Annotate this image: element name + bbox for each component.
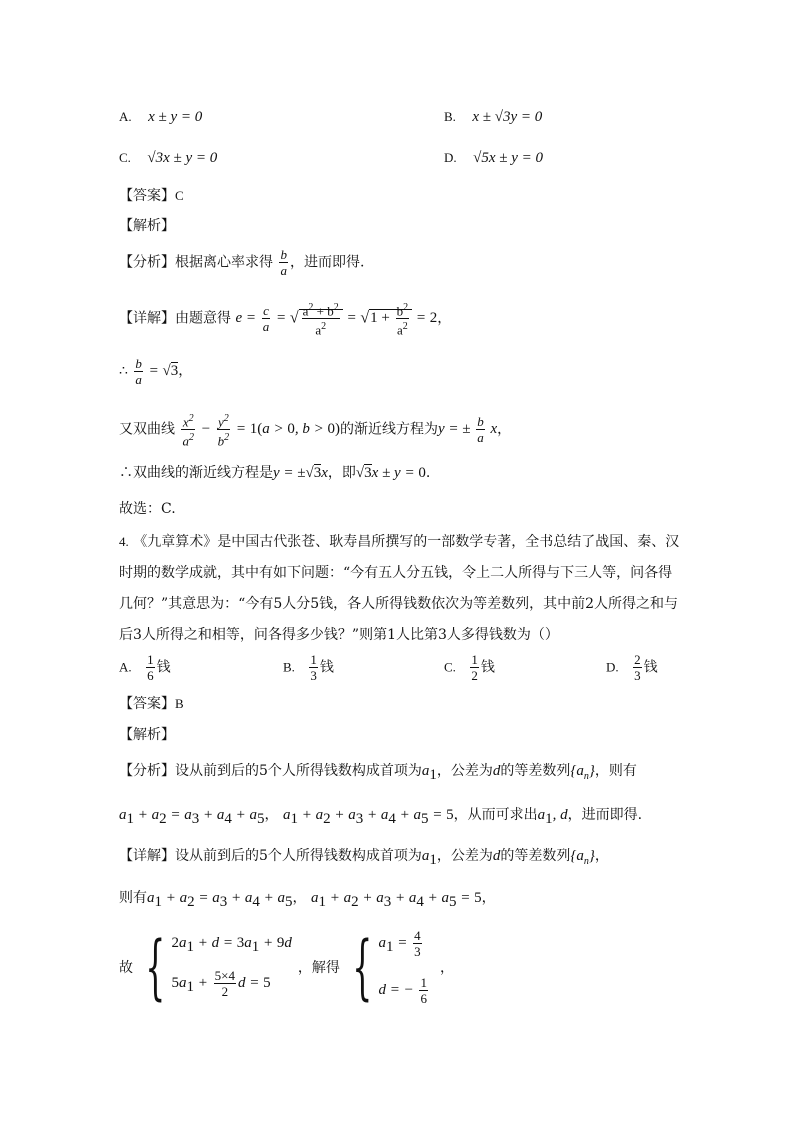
q3-xiangjie [119, 300, 451, 338]
option-label: B. [283, 659, 295, 675]
xiangjie-text: 由题意得 [175, 310, 231, 327]
first-term-symbol: $a_1$ [421, 848, 437, 868]
option-text: √5x ± y = 0 [473, 150, 543, 166]
q4-fenxi [119, 761, 637, 787]
q3-fenxi [119, 247, 364, 278]
xiangjie-tag: 【详解】 [119, 848, 175, 864]
q3-option-d [444, 148, 543, 168]
system-line-2: $5a_1$ + $\frac{5\times 4}{2}$ d = 5 [171, 968, 271, 999]
asymptote-formula: y = ± $\frac{b}{a}$ x [437, 414, 498, 446]
q4-option-c [444, 652, 495, 683]
hyperbola-text-mid: 的渐近线方程为 [339, 421, 438, 438]
q3-answer [119, 186, 184, 206]
option-unit: 钱 [480, 659, 495, 676]
xiangjie-tag: 【详解】 [119, 310, 175, 327]
q3-analysis-tag: 【解析】 [119, 218, 175, 234]
hyperbola-text: 又双曲线 [119, 421, 175, 438]
sum-equation-2: $a_1 + a_2 + a_3 + a_4 + a_5 = 5$ [310, 890, 482, 910]
q3-choose: 故选：C. [119, 501, 176, 517]
fenxi-tag: 【分析】 [119, 254, 175, 271]
xiangjie-text-4: ， [594, 848, 609, 864]
q3-hyperbola-line [119, 411, 511, 449]
fenxi-text-end: ，进而即得. [289, 254, 365, 271]
option-unit: 钱 [156, 659, 171, 676]
q4-fenxi-line2: $a_1 + a_2 = a_3 + a_4 + a_5$， $a_1 + a_2 + a_3 + a_4 + a_5 = 5$，从而可求出$a_1$, d，进而即得. [119, 807, 643, 827]
sum-equation-2: $a_1 + a_2 + a_3 + a_4 + a_5 = 5$ [282, 807, 454, 827]
q4-analysis-tag: 【解析】 [119, 727, 175, 743]
unknowns-symbol: $a_1$, d [537, 807, 568, 827]
q3-therefore-line: ∴ $\frac{b}{a}$ = √3， [119, 356, 193, 387]
answer-tag: 【答案】 [119, 696, 175, 712]
zeyou-text: 则有 [119, 890, 147, 906]
option-label: D. [606, 659, 619, 675]
asymptote-result-alt: √3x ± y = 0 [355, 465, 426, 481]
conclusion-text-end: . [425, 465, 431, 481]
q3-option-c [119, 148, 217, 168]
q4-option-a [119, 652, 171, 683]
jiede-text: ，解得 [297, 960, 340, 976]
option-label: A. [119, 659, 132, 675]
option-text: x ± y = 0 [148, 109, 203, 125]
sum-equation-1: $a_1 + a_2 = a_3 + a_4 + a_5$ [147, 890, 293, 910]
left-brace-2: { [352, 926, 373, 1008]
q4-question [119, 526, 684, 651]
fraction-b-over-a: $\frac{b}{a}$ [280, 247, 287, 278]
option-fraction: $\frac{1}{3}$ [310, 652, 317, 683]
question-number: 4. [119, 534, 129, 549]
asymptote-result: y = ±√3x [273, 465, 328, 481]
system-end-text: ， [439, 960, 454, 976]
system-line-1: $2a_1 + d = 3a_1 + 9d$ [171, 935, 292, 955]
fenxi-line2-text: ，从而可求出 [453, 807, 538, 823]
option-label: A. [119, 109, 132, 124]
fenxi-text: 根据离心率求得 [175, 254, 273, 271]
answer-tag: 【答案】 [119, 188, 175, 204]
q3-option-a [119, 107, 202, 127]
fenxi-line2-text-end: ，进而即得. [567, 807, 643, 823]
hyperbola-equation: $\frac{x^2}{a^2}$ − $\frac{y^2}{b^2}$ = 1(a > 0, b > 0) [182, 413, 340, 449]
ratio-formula: $\frac{b}{a}$ = √3 [135, 356, 179, 387]
left-brace: { [145, 926, 166, 1008]
fenxi-tag: 【分析】 [119, 763, 175, 779]
option-unit: 钱 [643, 659, 658, 676]
option-unit: 钱 [319, 659, 334, 676]
option-label: C. [119, 150, 131, 165]
hyperbola-text-end: ， [497, 421, 512, 438]
option-text: √3x ± y = 0 [147, 150, 218, 166]
option-label: D. [444, 150, 457, 165]
q4-answer [119, 694, 184, 714]
gu-text: 故 [119, 960, 133, 976]
option-fraction: $\frac{1}{2}$ [471, 652, 478, 683]
zeyou-text-end: ， [481, 890, 496, 906]
fenxi-text-2: ，公差为 [436, 763, 493, 779]
fenxi-text-4: ，则有 [594, 763, 637, 779]
diff-symbol: d [492, 763, 501, 779]
q3-option-b [444, 107, 542, 127]
solution-line-2: d = − $\frac{1}{6}$ [378, 975, 427, 1006]
q3-conclusion-line [119, 463, 430, 483]
eccentricity-formula: e = $\frac{c}{a}$ = √ $\frac{a^2 + b^2}{a^2}$ = √1 + $\frac{b^2}{a^2}$ = 2 [235, 302, 438, 338]
q4-option-d [606, 652, 658, 683]
option-fraction: $\frac{2}{3}$ [634, 652, 641, 683]
fenxi-text: 设从前到后的5个人所得钱数构成首项为 [175, 763, 422, 779]
conclusion-text: ∴双曲线的渐近线方程是 [119, 465, 273, 481]
answer-value: C [175, 188, 184, 203]
xiangjie-text-2: ，公差为 [436, 848, 493, 864]
solution-line-1: $a_1$ = $\frac{4}{3}$ [378, 928, 421, 959]
solution-lines [378, 928, 430, 1006]
answer-value: B [175, 696, 184, 711]
q4-option-b [283, 652, 334, 683]
option-fraction: $\frac{1}{6}$ [147, 652, 154, 683]
q4-equation-system [119, 928, 454, 1006]
q4-xiangjie [119, 846, 609, 872]
xiangjie-text-end: ， [437, 310, 452, 327]
first-term-symbol: $a_1$ [421, 763, 437, 783]
xiangjie-text-3: 的等差数列 [500, 848, 571, 864]
therefore-symbol: ∴ [119, 362, 128, 379]
sequence-symbol: $\{a_n\}$ [570, 763, 595, 782]
option-label: C. [444, 659, 456, 675]
sequence-symbol: $\{a_n\}$ [570, 848, 595, 867]
conclusion-text-mid: ，即 [327, 465, 356, 481]
system-lines [172, 935, 292, 999]
diff-symbol: d [492, 848, 501, 864]
option-text: x ± √3y = 0 [472, 109, 543, 125]
sum-equation-1: $a_1 + a_2 = a_3 + a_4 + a_5$ [119, 807, 265, 827]
question-text: 《九章算术》是中国古代张苍、耿寿昌所撰写的一部数学专著，全书总结了战国、秦、汉时期的数学成就，其中有如下问题：“今有五人分五钱，令上二人所得与下三人等，问各得几何？”其意思为：“今有5人分5钱，各人所得钱数依次为等差数列，其中前2人所得之和与后3人所得之和相等，问各得多少钱？”则第1人比第3人多得钱数为（） [119, 534, 680, 643]
option-label: B. [444, 109, 456, 124]
q4-zeyou-line: 则有$a_1 + a_2 = a_3 + a_4 + a_5$， $a_1 + a_2 + a_3 + a_4 + a_5 = 5$， [119, 890, 496, 910]
fenxi-text-3: 的等差数列 [500, 763, 571, 779]
xiangjie-text: 设从前到后的5个人所得钱数构成首项为 [175, 848, 422, 864]
